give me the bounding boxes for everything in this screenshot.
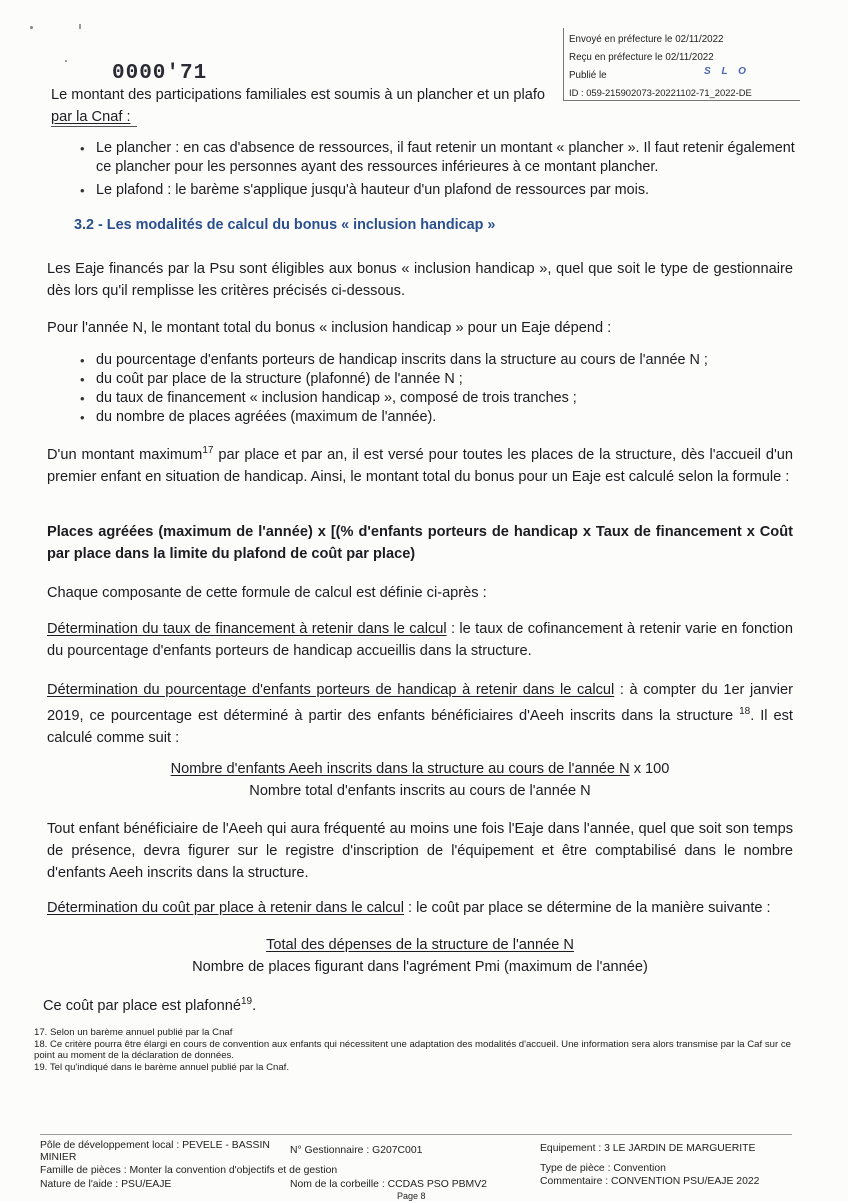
fraction-1-numerator: Nombre d'enfants Aeeh inscrits dans la structure au cours de l'année N: [170, 761, 630, 777]
footer-nature: Nature de l'aide : PSU/EAJE: [40, 1179, 172, 1190]
det-taux-text: : le taux de cofinancement à retenir varie en fonction du pourcentage d'enfants porteurs de handicap accueillis dans la structure.: [47, 621, 793, 659]
scan-mark: [79, 24, 81, 29]
paragraph-maximum-end: par place et par an, il est versé pour toutes les places de la structure, dès l'accueil d'un premier enfant en situation de handicap. Ainsi, le montant total du bonus pour un Eaje est calculé selon la formule :: [47, 446, 794, 485]
list-item: • du coût par place de la structure (plafonné) de l'année N ;: [78, 370, 796, 389]
footer-gestionnaire: N° Gestionnaire : G207C001: [290, 1145, 423, 1156]
det-pourcentage: [47, 679, 793, 749]
underline-rule: [51, 126, 137, 127]
footer-type-piece: Type de pièce : Convention: [540, 1163, 666, 1174]
stamp-envoye: Envoyé en préfecture le 02/11/2022: [569, 34, 724, 45]
formula: Places agréées (maximum de l'année) x [(% d'enfants porteurs de handicap x Taux de financement x Coût par place dans la limite du plafond de coût par place): [47, 524, 793, 562]
list-item: • Le plafond : le barème s'applique jusqu'à hauteur d'un plafond de ressources par mois.: [78, 181, 796, 200]
footnote-19: 19. Tel qu'indiqué dans le barème annuel publié par la Cnaf.: [34, 1061, 290, 1073]
list-item: • du nombre de places agréées (maximum de l'année).: [78, 408, 796, 427]
fraction-1-denominator: Nombre total d'enfants inscrits au cours de l'année N: [249, 783, 591, 799]
stamp-id: ID : 059-215902073-20221102-71_2022-DE: [569, 87, 752, 98]
list-item: • Le plancher : en cas d'absence de ressources, il faut retenir un montant « plancher ». Il faut retenir également ce plancher pour les personnes ayant des ressources inférieures à ce montant plancher.: [78, 139, 796, 177]
footnote-ref-19: 19: [240, 996, 253, 1007]
plancher-list: [78, 139, 796, 200]
stamp-logo: S L O: [704, 66, 750, 77]
fraction-2-denominator: Nombre de places figurant dans l'agrément Pmi (maximum de l'année): [192, 959, 648, 975]
scan-mark: [65, 60, 67, 62]
section-title: 3.2 - Les modalités de calcul du bonus « inclusion handicap »: [74, 217, 496, 233]
footnote-18: 18. Ce critère pourra être élargi en cours de convention aux enfants qui nécessitent une adaptation des modalités d'accueil. Une information sera alors transmise par la Caf sur ce point au moment de la déclaration de données.: [34, 1038, 791, 1061]
paragraph-composantes: Chaque composante de cette formule de calcul est définie ci-après :: [47, 585, 487, 601]
fraction-2-numerator: Total des dépenses de la structure de l'année N: [266, 937, 574, 953]
det-cout-text: : le coût par place se détermine de la manière suivante :: [403, 900, 771, 916]
fraction-1-times: x 100: [629, 761, 670, 777]
prefecture-stamp: [563, 28, 800, 101]
det-pourcentage-text: : à compter du 1er janvier 2019, ce pourcentage est déterminé à partir des enfants bénéficiaires d'Aeeh inscrits dans la structure: [47, 682, 793, 724]
footnotes: [34, 1027, 798, 1073]
paragraph-aeeh: Tout enfant bénéficiaire de l'Aeeh qui aura fréquenté au moins une fois l'Eaje dans l'année, quel que soit son temps de présence, devra figurer sur le registre d'inscription de l'équipement et être comptabilisé dans le nombre d'enfants Aeeh inscrits dans la structure.: [47, 821, 793, 881]
footnote-17: 17. Selon un barème annuel publié par la Cnaf: [34, 1027, 233, 1038]
paragraph-eligibilite: Les Eaje financés par la Psu sont éligibles aux bonus « inclusion handicap », quel que soit le type de gestionnaire dès lors qu'il remplisse les critères précisés ci-dessous.: [47, 261, 793, 299]
paragraph-plafonne: [43, 991, 256, 1017]
footer-pole: Pôle de développement local : PEVELE - BASSIN MINIER: [40, 1140, 270, 1163]
paragraph-plafonne-end: .: [252, 997, 257, 1014]
footer-corbeille: Nom de la corbeille : CCDAS PSO PBMV2: [290, 1179, 487, 1190]
intro-line-1: Le montant des participations familiales est soumis à un plancher et un plafo: [51, 87, 546, 103]
factors-list: [78, 351, 796, 427]
paragraph-maximum-start: D'un montant maximum: [47, 446, 203, 463]
fraction-cout: [47, 934, 793, 978]
det-pourcentage-label: Détermination du pourcentage d'enfants porteurs de handicap à retenir dans le calcul: [47, 682, 615, 698]
footer-page: Page 8: [397, 1191, 426, 1201]
footer-famille: Famille de pièces : Monter la convention d'objectifs et de gestion: [40, 1165, 338, 1176]
fraction-pourcentage: [47, 758, 793, 802]
intro-line-2: par la Cnaf :: [51, 109, 131, 125]
paragraph-plafonne-text: Ce coût par place est plafonné: [43, 997, 241, 1014]
paragraph-maximum: [47, 440, 793, 488]
stamp-publie: Publié le: [569, 70, 607, 81]
paragraph-montant: Pour l'année N, le montant total du bonus « inclusion handicap » pour un Eaje dépend :: [47, 320, 612, 336]
det-cout-label: Détermination du coût par place à retenir dans le calcul: [47, 900, 404, 916]
footer-rule: [40, 1134, 792, 1135]
det-taux-label: Détermination du taux de financement à retenir dans le calcul: [47, 621, 447, 637]
det-cout: [47, 897, 793, 919]
page-number-stamp: 0000'71: [112, 62, 208, 85]
footnote-ref-17: 17: [202, 445, 214, 456]
footer-equipement: Equipement : 3 LE JARDIN DE MARGUERITE: [540, 1143, 756, 1154]
footnote-ref-18: 18: [739, 706, 751, 717]
det-taux: [47, 618, 793, 662]
stamp-recu: Reçu en préfecture le 02/11/2022: [569, 52, 714, 63]
footer-commentaire: Commentaire : CONVENTION PSU/EAJE 2022: [540, 1176, 760, 1187]
list-item: • du pourcentage d'enfants porteurs de handicap inscrits dans la structure au cours de l'année N ;: [78, 351, 796, 370]
scan-mark: [30, 26, 33, 29]
list-item: • du taux de financement « inclusion handicap », composé de trois tranches ;: [78, 389, 796, 408]
det-pourcentage-end: . Il est calculé comme suit :: [47, 707, 793, 746]
